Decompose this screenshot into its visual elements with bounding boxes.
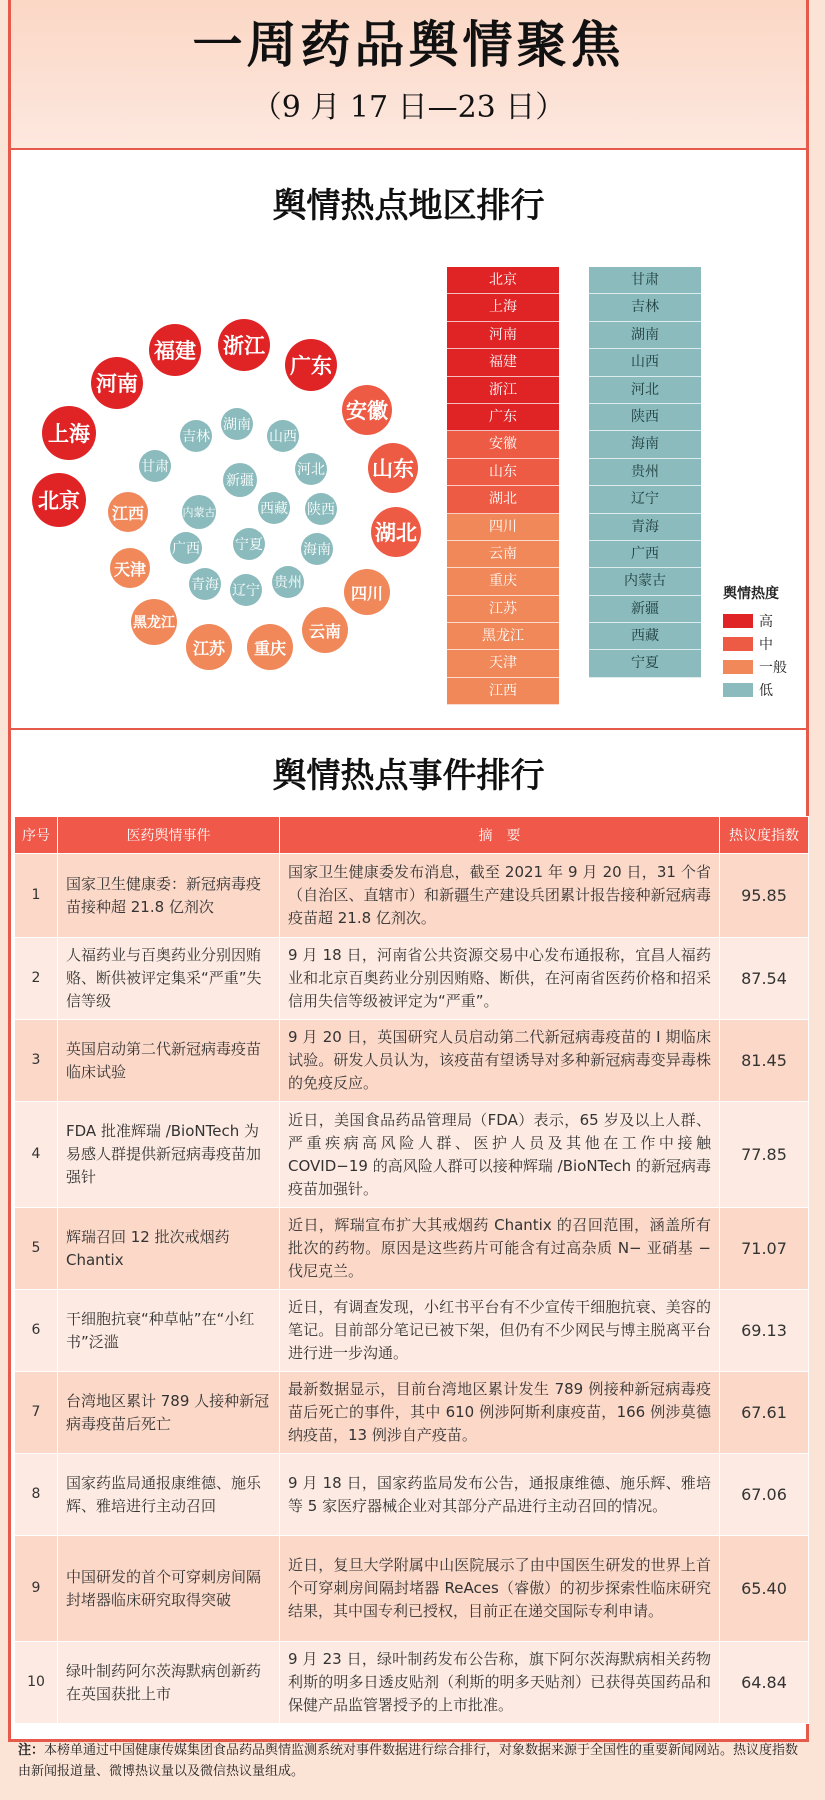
event-title: 台湾地区累计 789 人接种新冠病毒疫苗后死亡	[58, 1372, 280, 1454]
event-title: 辉瑞召回 12 批次戒烟药 Chantix	[58, 1208, 280, 1290]
region-rank-item: 吉林	[589, 294, 701, 321]
region-rank-item: 辽宁	[589, 486, 701, 513]
table-row	[15, 1536, 809, 1642]
region-bubble: 辽宁	[230, 574, 262, 606]
event-summary: 9 月 20 日，英国研究人员启动第二代新冠病毒疫苗的 I 期临床试验。研发人员认为，该疫苗有望诱导对多种新冠病毒变异毒株的免疫反应。	[280, 1020, 720, 1102]
region-bubble: 湖北	[371, 507, 421, 557]
region-bubble: 甘肃	[139, 450, 171, 482]
event-summary: 国家卫生健康委发布消息，截至 2021 年 9 月 20 日，31 个省（自治区、直辖市）和新疆生产建设兵团累计报告接种新冠病毒疫苗超 21.8 亿剂次。	[280, 854, 720, 938]
region-bubble: 山西	[267, 420, 299, 452]
heat-index: 67.06	[720, 1454, 809, 1536]
legend-title: 舆情热度	[723, 586, 779, 602]
table-row	[15, 1020, 809, 1102]
section-divider	[11, 728, 806, 730]
region-rank-item: 黑龙江	[447, 623, 559, 650]
heat-index: 77.85	[720, 1102, 809, 1208]
region-bubble: 安徽	[342, 385, 392, 435]
region-rank-item: 西藏	[589, 623, 701, 650]
page-title: 一周药品舆情聚焦	[192, 15, 625, 74]
row-number: 3	[15, 1020, 58, 1102]
region-bubble: 青海	[189, 568, 221, 600]
region-bubble: 山东	[368, 443, 418, 493]
row-number: 4	[15, 1102, 58, 1208]
heat-index: 87.54	[720, 938, 809, 1020]
heat-index: 64.84	[720, 1642, 809, 1724]
col-header-no: 序号	[15, 817, 58, 854]
heat-index: 65.40	[720, 1536, 809, 1642]
region-bubble: 河南	[91, 357, 143, 409]
event-title: 人福药业与百奥药业分别因贿赂、断供被评定集采“严重”失信等级	[58, 938, 280, 1020]
poster-frame	[8, 0, 809, 1742]
region-rank-item: 海南	[589, 431, 701, 458]
row-number: 9	[15, 1536, 58, 1642]
region-rank-item: 广东	[447, 404, 559, 431]
region-rank-item: 新疆	[589, 596, 701, 623]
region-bubble: 宁夏	[233, 528, 265, 560]
region-rank-item: 天津	[447, 650, 559, 677]
region-bubble: 重庆	[247, 624, 293, 670]
region-bubble: 内蒙古	[182, 495, 216, 529]
region-bubble: 海南	[301, 533, 333, 565]
region-bubble: 河北	[295, 453, 327, 485]
region-section-title: 舆情热点地区排行	[272, 186, 545, 226]
footnote-label: 注：	[18, 1743, 45, 1758]
region-bubble: 新疆	[223, 463, 257, 497]
region-rank-item: 福建	[447, 349, 559, 376]
heat-index: 67.61	[720, 1372, 809, 1454]
region-bubble: 云南	[302, 607, 348, 653]
region-rank-item: 河南	[447, 322, 559, 349]
region-rank-item: 上海	[447, 294, 559, 321]
event-title: FDA 批准辉瑞 /BioNTech 为易感人群提供新冠病毒疫苗加强针	[58, 1102, 280, 1208]
region-rank-item: 山西	[589, 349, 701, 376]
row-number: 7	[15, 1372, 58, 1454]
table-row	[15, 1290, 809, 1372]
event-title: 干细胞抗衰“种草帖”在“小红书”泛滥	[58, 1290, 280, 1372]
col-header-summary: 摘 要	[280, 817, 720, 854]
row-number: 6	[15, 1290, 58, 1372]
table-row	[15, 854, 809, 938]
heat-index: 71.07	[720, 1208, 809, 1290]
table-row	[15, 1208, 809, 1290]
event-title: 绿叶制药阿尔茨海默病创新药在英国获批上市	[58, 1642, 280, 1724]
region-ranking-low	[589, 267, 701, 678]
region-bubble: 福建	[149, 324, 201, 376]
event-summary: 近日，美国食品药品管理局（FDA）表示，65 岁及以上人群、严重疾病高风险人群、医护人员及其他在工作中接触 COVID−19 的高风险人群可以接种辉瑞 /BioNTech 的新冠病毒疫苗加强针。	[280, 1102, 720, 1208]
heat-index: 81.45	[720, 1020, 809, 1102]
region-ranking-hot	[447, 267, 559, 705]
region-rank-item: 宁夏	[589, 650, 701, 677]
region-rank-item: 贵州	[589, 459, 701, 486]
row-number: 10	[15, 1642, 58, 1724]
region-rank-item: 浙江	[447, 377, 559, 404]
table-row	[15, 1642, 809, 1724]
event-summary: 9 月 23 日，绿叶制药发布公告称，旗下阿尔茨海默病相关药物利斯的明多日透皮贴剂（利斯的明多天贴剂）已获得英国药品和保健产品监管署授予的上市批准。	[280, 1642, 720, 1724]
table-row	[15, 1372, 809, 1454]
event-summary: 近日，复旦大学附属中山医院展示了由中国医生研发的世界上首个可穿刺房间隔封堵器 ReAces（睿傲）的初步探索性临床研究结果，其中国专利已授权，目前正在递交国际专利申请。	[280, 1536, 720, 1642]
region-rank-item: 内蒙古	[589, 568, 701, 595]
event-summary: 近日，辉瑞宣布扩大其戒烟药 Chantix 的召回范围，涵盖所有批次的药物。原因是这些药片可能含有过高杂质 N− 亚硝基 − 伐尼克兰。	[280, 1208, 720, 1290]
legend-swatch	[723, 637, 753, 651]
legend-label: 低	[759, 682, 773, 699]
region-rank-item: 北京	[447, 267, 559, 294]
region-bubble: 广东	[285, 339, 337, 391]
event-ranking-table	[14, 816, 809, 1724]
region-bubble: 贵州	[272, 566, 304, 598]
region-rank-item: 陕西	[589, 404, 701, 431]
legend-label: 中	[759, 636, 773, 653]
region-bubble: 吉林	[180, 420, 212, 452]
legend-item	[723, 632, 787, 655]
region-rank-item: 安徽	[447, 431, 559, 458]
region-bubble: 陕西	[305, 493, 337, 525]
region-bubble: 西藏	[258, 492, 290, 524]
region-rank-item: 甘肃	[589, 267, 701, 294]
legend-label: 一般	[759, 659, 787, 676]
row-number: 5	[15, 1208, 58, 1290]
region-rank-item: 重庆	[447, 568, 559, 595]
region-bubble: 天津	[110, 548, 150, 588]
row-number: 2	[15, 938, 58, 1020]
legend-item	[723, 609, 787, 632]
heat-index: 95.85	[720, 854, 809, 938]
region-bubble: 浙江	[218, 319, 270, 371]
col-header-event: 医药舆情事件	[58, 817, 280, 854]
header	[11, 0, 806, 150]
region-bubble: 江苏	[186, 624, 232, 670]
table-row	[15, 1102, 809, 1208]
region-rank-item: 广西	[589, 541, 701, 568]
event-summary: 最新数据显示，目前台湾地区累计发生 789 例接种新冠病毒疫苗后死亡的事件，其中 610 例涉阿斯利康疫苗，166 例涉莫德纳疫苗，13 例涉自产疫苗。	[280, 1372, 720, 1454]
region-bubble: 黑龙江	[131, 599, 177, 645]
region-bubble: 上海	[42, 406, 96, 460]
footnote	[18, 1740, 808, 1782]
event-summary: 9 月 18 日，国家药监局发布公告，通报康维德、施乐辉、雅培等 5 家医疗器械企业对其部分产品进行主动召回的情况。	[280, 1454, 720, 1536]
region-rank-item: 湖南	[589, 322, 701, 349]
region-rank-item: 江西	[447, 678, 559, 705]
event-title: 国家卫生健康委：新冠病毒疫苗接种超 21.8 亿剂次	[58, 854, 280, 938]
col-header-index: 热议度指数	[720, 817, 809, 854]
heat-index: 69.13	[720, 1290, 809, 1372]
region-bubble: 四川	[344, 569, 390, 615]
legend-swatch	[723, 660, 753, 674]
row-number: 1	[15, 854, 58, 938]
event-summary: 9 月 18 日，河南省公共资源交易中心发布通报称，宜昌人福药业和北京百奥药业分别因贿赂、断供，在河南省医药价格和招采信用失信等级被评定为“严重”。	[280, 938, 720, 1020]
heat-legend	[723, 583, 787, 701]
region-rank-item: 四川	[447, 514, 559, 541]
region-rank-item: 山东	[447, 459, 559, 486]
row-number: 8	[15, 1454, 58, 1536]
region-bubble: 北京	[32, 473, 86, 527]
event-title: 英国启动第二代新冠病毒疫苗临床试验	[58, 1020, 280, 1102]
event-summary: 近日，有调查发现，小红书平台有不少宣传干细胞抗衰、美容的笔记。目前部分笔记已被下架，但仍有不少网民与博主脱离平台进行进一步沟通。	[280, 1290, 720, 1372]
legend-item	[723, 655, 787, 678]
region-rank-item: 河北	[589, 377, 701, 404]
region-rank-item: 云南	[447, 541, 559, 568]
page-subtitle: （9 月 17 日—23 日）	[251, 90, 566, 125]
table-row	[15, 938, 809, 1020]
region-rank-item: 湖北	[447, 486, 559, 513]
table-header-row	[15, 817, 809, 854]
legend-swatch	[723, 683, 753, 697]
region-bubble: 江西	[108, 492, 148, 532]
region-rank-item: 青海	[589, 514, 701, 541]
legend-swatch	[723, 614, 753, 628]
region-rank-item: 江苏	[447, 596, 559, 623]
region-bubble: 湖南	[221, 408, 253, 440]
table-row	[15, 1454, 809, 1536]
legend-label: 高	[759, 613, 773, 630]
event-title: 中国研发的首个可穿刺房间隔封堵器临床研究取得突破	[58, 1536, 280, 1642]
footnote-text: 本榜单通过中国健康传媒集团食品药品舆情监测系统对事件数据进行综合排行，对象数据来源于全国性的重要新闻网站。热议度指数由新闻报道量、微博热议量以及微信热议量组成。	[18, 1743, 799, 1779]
legend-item	[723, 678, 787, 701]
region-bubble: 广西	[170, 532, 202, 564]
event-title: 国家药监局通报康维德、施乐辉、雅培进行主动召回	[58, 1454, 280, 1536]
event-section-title: 舆情热点事件排行	[272, 756, 545, 796]
